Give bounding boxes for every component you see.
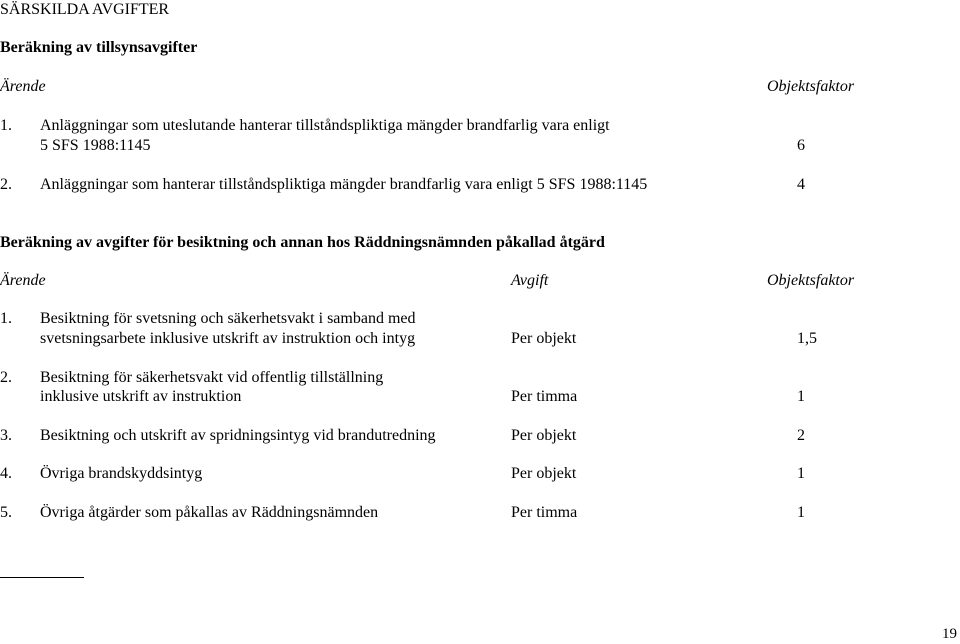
row-avgift: Per objekt: [511, 330, 577, 347]
section2-title: Beräkning av avgifter för besiktning och annan hos Räddningsnämnden påkallad åtgärd: [0, 234, 605, 251]
page-number: 19: [942, 626, 957, 642]
row-text-line2: 5 SFS 1988:1145: [40, 137, 151, 154]
row-number: 4.: [0, 465, 12, 482]
row-number: 5.: [0, 504, 12, 521]
section2-header-avgift: Avgift: [511, 272, 549, 289]
section1-header-faktor: Objektsfaktor: [767, 78, 855, 95]
row-text-line1: Övriga brandskyddsintyg: [40, 465, 203, 482]
section1-header-arende: Ärende: [0, 78, 46, 95]
row-text-line2: svetsningsarbete inklusive utskrift av instruktion och intyg: [40, 330, 416, 347]
main-heading: SÄRSKILDA AVGIFTER: [0, 1, 170, 18]
row-avgift: Per timma: [511, 388, 578, 405]
row-objektsfaktor: 1: [797, 388, 805, 405]
row-text-line1: Anläggningar som hanterar tillståndspliktiga mängder brandfarlig vara enligt 5 SFS 1988:1145: [40, 176, 648, 193]
row-objektsfaktor: 1,5: [797, 330, 817, 347]
row-objektsfaktor: 6: [797, 137, 805, 154]
row-text-line1: Besiktning för svetsning och säkerhetsvakt i samband med: [40, 310, 416, 327]
row-text-line1: Besiktning för säkerhetsvakt vid offentlig tillställning: [40, 369, 384, 386]
section2-header-faktor: Objektsfaktor: [767, 272, 855, 289]
row-number: 2.: [0, 369, 12, 386]
section2-header-arende: Ärende: [0, 272, 46, 289]
row-objektsfaktor: 1: [797, 465, 805, 482]
row-number: 3.: [0, 427, 12, 444]
row-text-line1: Övriga åtgärder som påkallas av Räddningsnämnden: [40, 504, 379, 521]
footnote-separator: [0, 577, 84, 578]
row-avgift: Per objekt: [511, 427, 577, 444]
row-text-line1: Anläggningar som uteslutande hanterar tillståndspliktiga mängder brandfarlig vara enligt: [40, 117, 610, 134]
row-avgift: Per timma: [511, 504, 578, 521]
row-objektsfaktor: 2: [797, 427, 805, 444]
section1-title: Beräkning av tillsynsavgifter: [0, 39, 198, 56]
row-objektsfaktor: 4: [797, 176, 805, 193]
row-number: 1.: [0, 310, 12, 327]
row-text-line2: inklusive utskrift av instruktion: [40, 388, 242, 405]
row-number: 2.: [0, 176, 12, 193]
row-objektsfaktor: 1: [797, 504, 805, 521]
row-text-line1: Besiktning och utskrift av spridningsintyg vid brandutredning: [40, 427, 436, 444]
row-number: 1.: [0, 117, 12, 134]
row-avgift: Per objekt: [511, 465, 577, 482]
